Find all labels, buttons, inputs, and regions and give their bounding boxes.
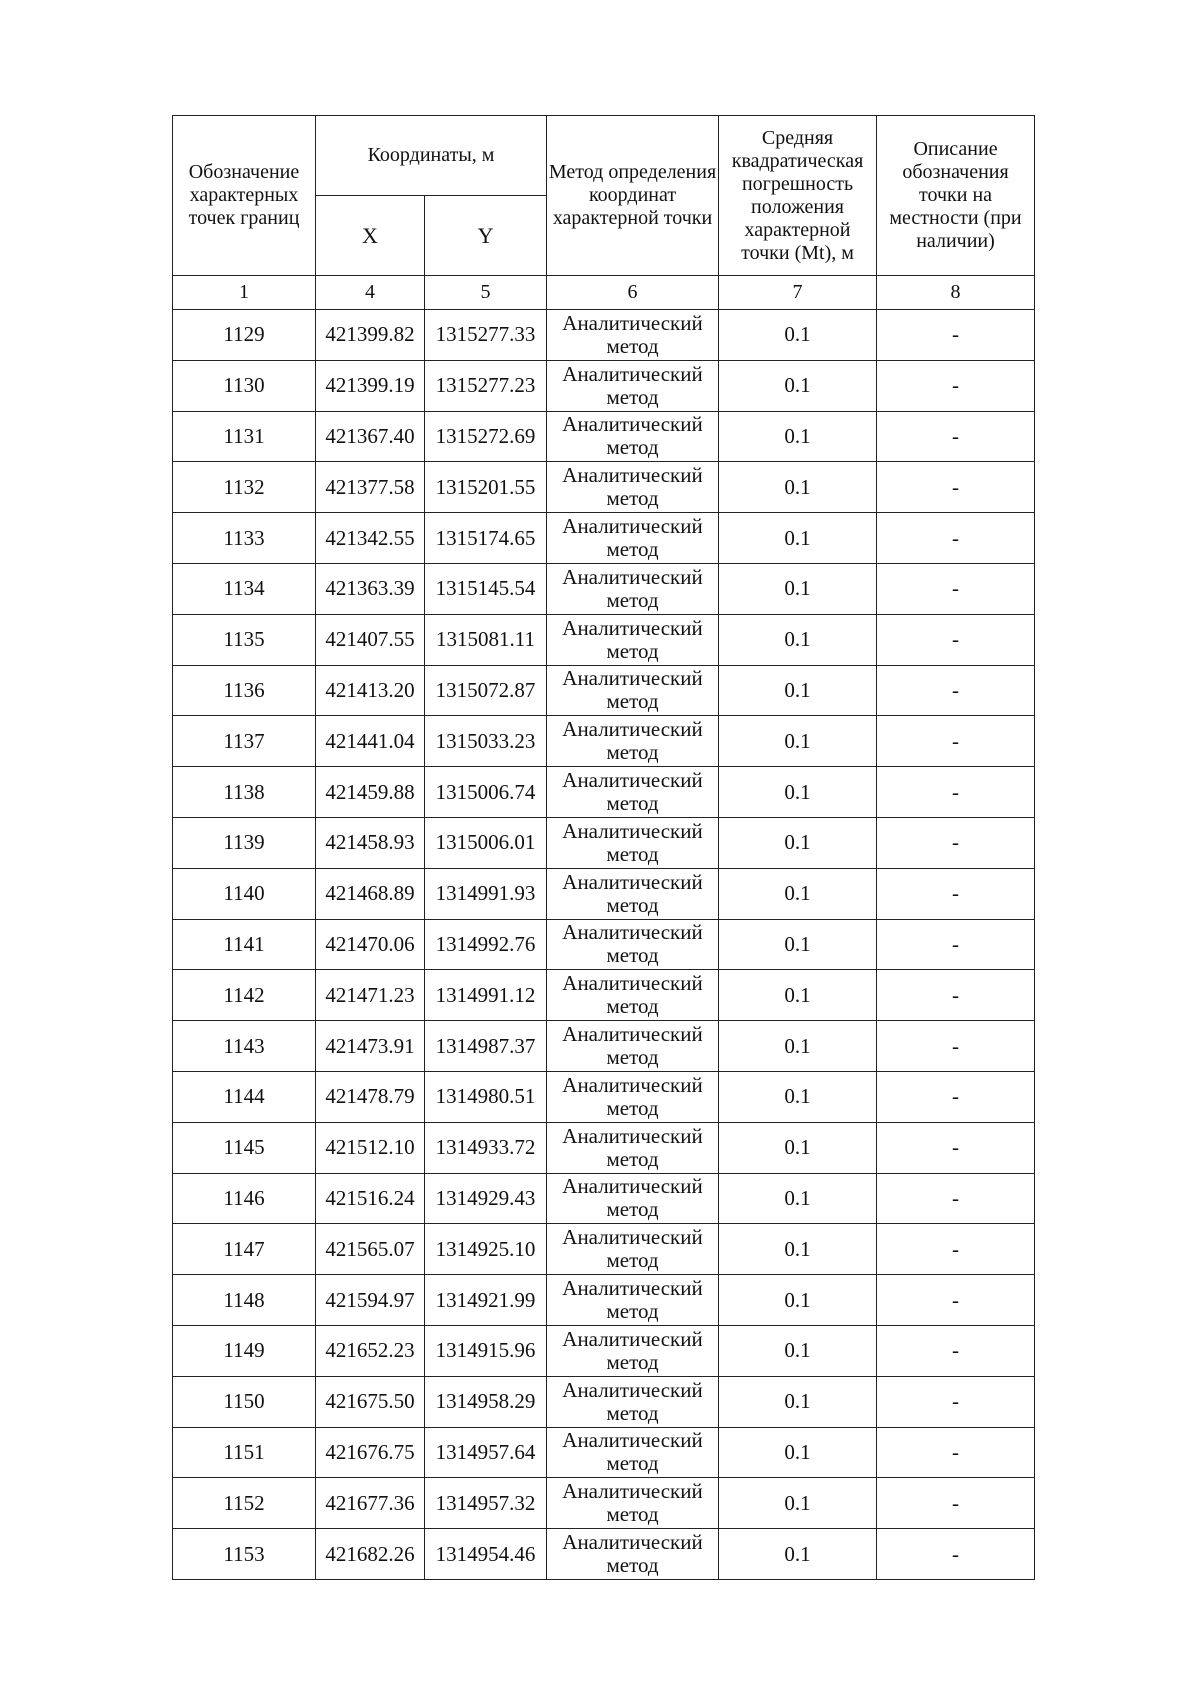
cell-coord-y: 1314921.99 xyxy=(425,1275,547,1326)
cell-coord-y: 1315072.87 xyxy=(425,665,547,716)
table-row xyxy=(173,1275,1035,1326)
cell-error: 0.1 xyxy=(719,513,877,564)
cell-coord-x: 421468.89 xyxy=(316,868,425,919)
table-row xyxy=(173,767,1035,818)
cell-point-id: 1131 xyxy=(173,411,316,462)
cell-error: 0.1 xyxy=(719,411,877,462)
cell-description: - xyxy=(877,1071,1035,1122)
cell-description: - xyxy=(877,767,1035,818)
cell-point-id: 1132 xyxy=(173,462,316,513)
header-x: X xyxy=(316,196,425,276)
cell-point-id: 1136 xyxy=(173,665,316,716)
column-number: 8 xyxy=(877,276,1035,310)
cell-error: 0.1 xyxy=(719,919,877,970)
header-description: Описание обозначения точки на местности (при наличии) xyxy=(877,116,1035,276)
cell-method: Аналитический метод xyxy=(547,817,719,868)
cell-coord-x: 421473.91 xyxy=(316,1021,425,1072)
cell-description: - xyxy=(877,1325,1035,1376)
cell-point-id: 1130 xyxy=(173,360,316,411)
cell-coord-x: 421677.36 xyxy=(316,1478,425,1529)
cell-description: - xyxy=(877,563,1035,614)
cell-method: Аналитический метод xyxy=(547,360,719,411)
cell-point-id: 1152 xyxy=(173,1478,316,1529)
cell-method: Аналитический метод xyxy=(547,513,719,564)
column-number: 7 xyxy=(719,276,877,310)
cell-description: - xyxy=(877,1173,1035,1224)
cell-point-id: 1151 xyxy=(173,1427,316,1478)
cell-point-id: 1147 xyxy=(173,1224,316,1275)
cell-coord-y: 1315277.23 xyxy=(425,360,547,411)
cell-error: 0.1 xyxy=(719,1325,877,1376)
cell-error: 0.1 xyxy=(719,767,877,818)
cell-description: - xyxy=(877,919,1035,970)
cell-coord-y: 1314992.76 xyxy=(425,919,547,970)
column-number: 4 xyxy=(316,276,425,310)
cell-coord-x: 421459.88 xyxy=(316,767,425,818)
cell-coord-y: 1314991.93 xyxy=(425,868,547,919)
cell-point-id: 1142 xyxy=(173,970,316,1021)
cell-error: 0.1 xyxy=(719,1376,877,1427)
cell-method: Аналитический метод xyxy=(547,614,719,665)
cell-point-id: 1144 xyxy=(173,1071,316,1122)
cell-point-id: 1150 xyxy=(173,1376,316,1427)
table-row xyxy=(173,1478,1035,1529)
cell-description: - xyxy=(877,970,1035,1021)
cell-coord-x: 421565.07 xyxy=(316,1224,425,1275)
cell-coord-y: 1315033.23 xyxy=(425,716,547,767)
cell-description: - xyxy=(877,462,1035,513)
cell-method: Аналитический метод xyxy=(547,1427,719,1478)
cell-coord-x: 421478.79 xyxy=(316,1071,425,1122)
cell-coord-x: 421441.04 xyxy=(316,716,425,767)
cell-coord-y: 1314991.12 xyxy=(425,970,547,1021)
cell-error: 0.1 xyxy=(719,310,877,361)
cell-coord-x: 421407.55 xyxy=(316,614,425,665)
cell-method: Аналитический метод xyxy=(547,1173,719,1224)
cell-method: Аналитический метод xyxy=(547,310,719,361)
cell-coord-x: 421399.19 xyxy=(316,360,425,411)
table-row xyxy=(173,1224,1035,1275)
cell-point-id: 1140 xyxy=(173,868,316,919)
cell-coord-y: 1314925.10 xyxy=(425,1224,547,1275)
header-coordinates: Координаты, м xyxy=(316,116,547,196)
cell-method: Аналитический метод xyxy=(547,462,719,513)
cell-method: Аналитический метод xyxy=(547,868,719,919)
table-row xyxy=(173,1173,1035,1224)
cell-error: 0.1 xyxy=(719,462,877,513)
cell-description: - xyxy=(877,1275,1035,1326)
cell-error: 0.1 xyxy=(719,970,877,1021)
cell-coord-x: 421470.06 xyxy=(316,919,425,970)
cell-point-id: 1129 xyxy=(173,310,316,361)
table-row xyxy=(173,1021,1035,1072)
table-row xyxy=(173,868,1035,919)
table-row xyxy=(173,563,1035,614)
cell-error: 0.1 xyxy=(719,1427,877,1478)
table-row xyxy=(173,1325,1035,1376)
table-row xyxy=(173,1529,1035,1580)
header-method: Метод определения координат характерной точки xyxy=(547,116,719,276)
cell-method: Аналитический метод xyxy=(547,970,719,1021)
cell-error: 0.1 xyxy=(719,665,877,716)
cell-point-id: 1141 xyxy=(173,919,316,970)
cell-description: - xyxy=(877,1478,1035,1529)
cell-method: Аналитический метод xyxy=(547,1122,719,1173)
cell-method: Аналитический метод xyxy=(547,716,719,767)
cell-coord-x: 421367.40 xyxy=(316,411,425,462)
cell-error: 0.1 xyxy=(719,1122,877,1173)
cell-description: - xyxy=(877,513,1035,564)
cell-point-id: 1139 xyxy=(173,817,316,868)
cell-coord-y: 1315145.54 xyxy=(425,563,547,614)
cell-coord-x: 421342.55 xyxy=(316,513,425,564)
table-row xyxy=(173,665,1035,716)
cell-description: - xyxy=(877,411,1035,462)
cell-point-id: 1146 xyxy=(173,1173,316,1224)
cell-coord-y: 1315006.74 xyxy=(425,767,547,818)
table-row xyxy=(173,310,1035,361)
cell-coord-y: 1314957.64 xyxy=(425,1427,547,1478)
cell-coord-x: 421676.75 xyxy=(316,1427,425,1478)
cell-coord-y: 1314958.29 xyxy=(425,1376,547,1427)
table-row xyxy=(173,919,1035,970)
table-row xyxy=(173,1376,1035,1427)
cell-coord-y: 1315277.33 xyxy=(425,310,547,361)
cell-method: Аналитический метод xyxy=(547,1224,719,1275)
cell-error: 0.1 xyxy=(719,716,877,767)
cell-description: - xyxy=(877,1529,1035,1580)
cell-error: 0.1 xyxy=(719,1529,877,1580)
column-number-row xyxy=(173,276,1035,310)
table-row xyxy=(173,716,1035,767)
cell-description: - xyxy=(877,1122,1035,1173)
cell-coord-y: 1314929.43 xyxy=(425,1173,547,1224)
cell-description: - xyxy=(877,868,1035,919)
cell-description: - xyxy=(877,1427,1035,1478)
cell-point-id: 1153 xyxy=(173,1529,316,1580)
cell-coord-x: 421399.82 xyxy=(316,310,425,361)
cell-method: Аналитический метод xyxy=(547,1376,719,1427)
cell-error: 0.1 xyxy=(719,1224,877,1275)
cell-description: - xyxy=(877,1224,1035,1275)
cell-method: Аналитический метод xyxy=(547,1021,719,1072)
cell-method: Аналитический метод xyxy=(547,1071,719,1122)
table-row xyxy=(173,513,1035,564)
cell-error: 0.1 xyxy=(719,1275,877,1326)
column-number: 6 xyxy=(547,276,719,310)
cell-coord-y: 1315174.65 xyxy=(425,513,547,564)
cell-error: 0.1 xyxy=(719,817,877,868)
cell-coord-y: 1314957.32 xyxy=(425,1478,547,1529)
cell-point-id: 1137 xyxy=(173,716,316,767)
cell-coord-x: 421516.24 xyxy=(316,1173,425,1224)
cell-method: Аналитический метод xyxy=(547,665,719,716)
cell-point-id: 1149 xyxy=(173,1325,316,1376)
cell-method: Аналитический метод xyxy=(547,1529,719,1580)
cell-method: Аналитический метод xyxy=(547,411,719,462)
cell-coord-x: 421458.93 xyxy=(316,817,425,868)
cell-coord-x: 421594.97 xyxy=(316,1275,425,1326)
cell-coord-y: 1314980.51 xyxy=(425,1071,547,1122)
header-error: Средняя квадратическая погрешность положения характерной точки (Mt), м xyxy=(719,116,877,276)
cell-error: 0.1 xyxy=(719,1071,877,1122)
cell-coord-y: 1314954.46 xyxy=(425,1529,547,1580)
cell-method: Аналитический метод xyxy=(547,1325,719,1376)
table-row xyxy=(173,817,1035,868)
table-row xyxy=(173,1427,1035,1478)
cell-coord-x: 421363.39 xyxy=(316,563,425,614)
cell-point-id: 1138 xyxy=(173,767,316,818)
cell-coord-y: 1315006.01 xyxy=(425,817,547,868)
cell-coord-x: 421652.23 xyxy=(316,1325,425,1376)
cell-coord-y: 1315201.55 xyxy=(425,462,547,513)
table-row xyxy=(173,360,1035,411)
cell-coord-y: 1314915.96 xyxy=(425,1325,547,1376)
table-row xyxy=(173,1071,1035,1122)
cell-point-id: 1148 xyxy=(173,1275,316,1326)
cell-coord-y: 1315081.11 xyxy=(425,614,547,665)
cell-coord-y: 1314987.37 xyxy=(425,1021,547,1072)
cell-coord-y: 1314933.72 xyxy=(425,1122,547,1173)
cell-description: - xyxy=(877,310,1035,361)
cell-error: 0.1 xyxy=(719,868,877,919)
cell-error: 0.1 xyxy=(719,563,877,614)
header-y: Y xyxy=(425,196,547,276)
cell-method: Аналитический метод xyxy=(547,919,719,970)
table-row xyxy=(173,411,1035,462)
cell-coord-x: 421471.23 xyxy=(316,970,425,1021)
cell-description: - xyxy=(877,614,1035,665)
cell-point-id: 1143 xyxy=(173,1021,316,1072)
cell-method: Аналитический метод xyxy=(547,1275,719,1326)
cell-description: - xyxy=(877,716,1035,767)
cell-description: - xyxy=(877,817,1035,868)
cell-coord-x: 421682.26 xyxy=(316,1529,425,1580)
cell-method: Аналитический метод xyxy=(547,1478,719,1529)
cell-description: - xyxy=(877,1376,1035,1427)
cell-description: - xyxy=(877,1021,1035,1072)
cell-error: 0.1 xyxy=(719,1478,877,1529)
cell-error: 0.1 xyxy=(719,614,877,665)
cell-point-id: 1134 xyxy=(173,563,316,614)
table-header xyxy=(173,116,1035,310)
table-row xyxy=(173,462,1035,513)
table-row xyxy=(173,614,1035,665)
column-number: 5 xyxy=(425,276,547,310)
cell-point-id: 1145 xyxy=(173,1122,316,1173)
cell-coord-x: 421675.50 xyxy=(316,1376,425,1427)
table-body xyxy=(173,310,1035,1580)
cell-coord-y: 1315272.69 xyxy=(425,411,547,462)
header-row-top xyxy=(173,116,1035,196)
cell-coord-x: 421413.20 xyxy=(316,665,425,716)
cell-point-id: 1133 xyxy=(173,513,316,564)
coordinates-table xyxy=(172,115,1035,1580)
cell-description: - xyxy=(877,360,1035,411)
table-row xyxy=(173,1122,1035,1173)
cell-method: Аналитический метод xyxy=(547,563,719,614)
cell-coord-x: 421512.10 xyxy=(316,1122,425,1173)
cell-point-id: 1135 xyxy=(173,614,316,665)
cell-error: 0.1 xyxy=(719,1021,877,1072)
cell-method: Аналитический метод xyxy=(547,767,719,818)
cell-error: 0.1 xyxy=(719,360,877,411)
cell-description: - xyxy=(877,665,1035,716)
cell-coord-x: 421377.58 xyxy=(316,462,425,513)
cell-error: 0.1 xyxy=(719,1173,877,1224)
header-designation: Обозначение характерных точек границ xyxy=(173,116,316,276)
table-row xyxy=(173,970,1035,1021)
column-number: 1 xyxy=(173,276,316,310)
